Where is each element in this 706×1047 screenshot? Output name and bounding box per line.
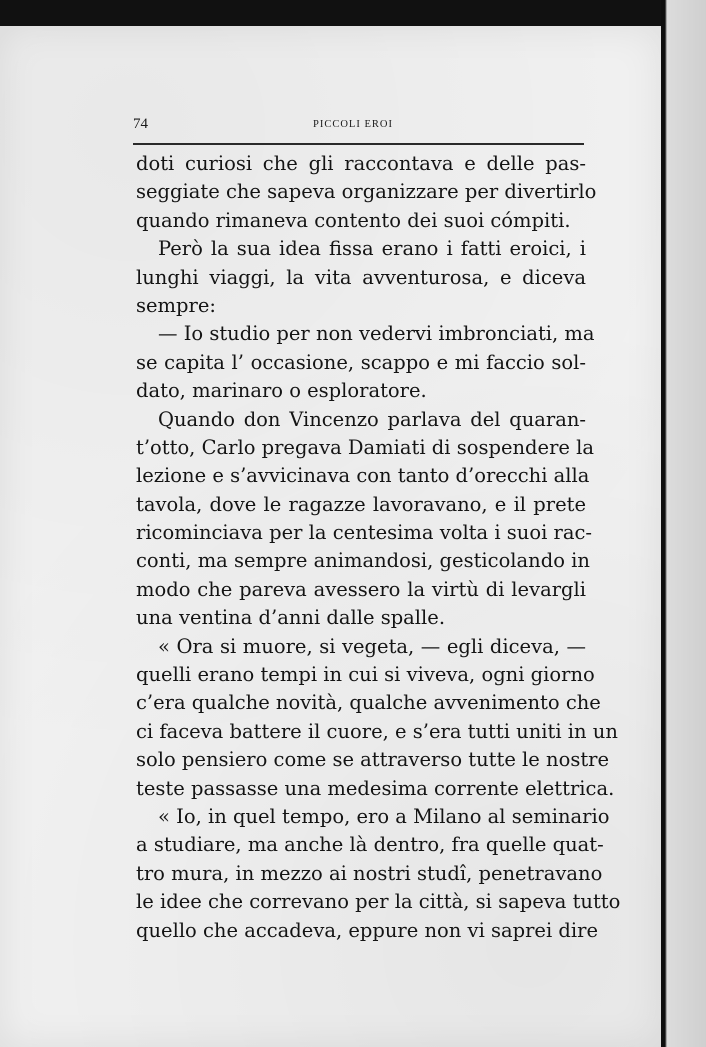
text-line: ci faceva battere il cuore, e s’era tutti uniti in un <box>136 719 618 743</box>
text-line: seggiate che sapeva organizzare per divertirlo <box>136 180 597 204</box>
paragraph <box>136 235 586 320</box>
running-title: PICCOLI EROI <box>313 119 393 130</box>
page-number: 74 <box>133 116 148 132</box>
text-line: conti, ma sempre animandosi, gesticolando in <box>136 549 590 573</box>
paragraph <box>136 803 621 945</box>
paragraph <box>136 633 618 803</box>
paragraph <box>136 150 597 235</box>
paragraph <box>136 406 595 633</box>
body-text <box>136 150 621 945</box>
text-line: c’era qualche novità, qualche avvenimento che <box>136 691 601 715</box>
text-line: quello che accadeva, eppure non vi saprei dire <box>136 918 598 942</box>
text-line: solo pensiero come se attraverso tutte le nostre <box>136 748 610 772</box>
text-line: dato, marinaro o esploratore. <box>136 379 427 403</box>
text-line: ricominciava per la centesima volta i suoi rac- <box>136 521 592 545</box>
text-line: lunghi viaggi, la vita avventurosa, e diceva <box>136 265 586 289</box>
text-line: tro mura, in mezzo ai nostri studî, penetravano <box>136 861 603 885</box>
text-line: quelli erano tempi in cui si viveva, ogni giorno <box>136 663 595 687</box>
text-line: Però la sua idea fissa erano i fatti eroici, i <box>158 237 586 261</box>
text-line: — Io studio per non vedervi imbronciati, ma <box>158 322 595 346</box>
text-line: modo che pareva avessero la virtù di levargli <box>136 577 586 601</box>
text-line: se capita l’ occasione, scappo e mi faccio sol- <box>136 350 586 374</box>
paragraph <box>136 320 595 405</box>
text-line: sempre: <box>136 293 216 317</box>
text-line: le idee che correvano per la città, si sapeva tutto <box>136 890 621 914</box>
text-line: tavola, dove le ragazze lavoravano, e il prete <box>136 492 586 516</box>
text-line: doti curiosi che gli raccontava e delle pas- <box>136 152 586 175</box>
text-line: « Ora si muore, si vegeta, — egli diceva, — <box>158 634 586 658</box>
text-line: t’otto, Carlo pregava Damiati di sospendere la <box>136 435 595 459</box>
scan-right-edge <box>661 0 706 1047</box>
header-rule <box>133 143 584 145</box>
text-line: una ventina d’anni dalle spalle. <box>136 606 446 630</box>
text-line: lezione e s’avvicinava con tanto d’orecchi alla <box>136 464 590 488</box>
text-line: teste passasse una medesima corrente elettrica. <box>136 776 615 800</box>
text-line: Quando don Vincenzo parlava del quaran- <box>158 407 586 431</box>
page-header <box>133 116 583 138</box>
text-line: a studiare, ma anche là dentro, fra quelle quat- <box>136 833 604 857</box>
text-line: quando rimaneva contento dei suoi cómpiti. <box>136 208 571 232</box>
text-line: « Io, in quel tempo, ero a Milano al seminario <box>158 804 610 828</box>
